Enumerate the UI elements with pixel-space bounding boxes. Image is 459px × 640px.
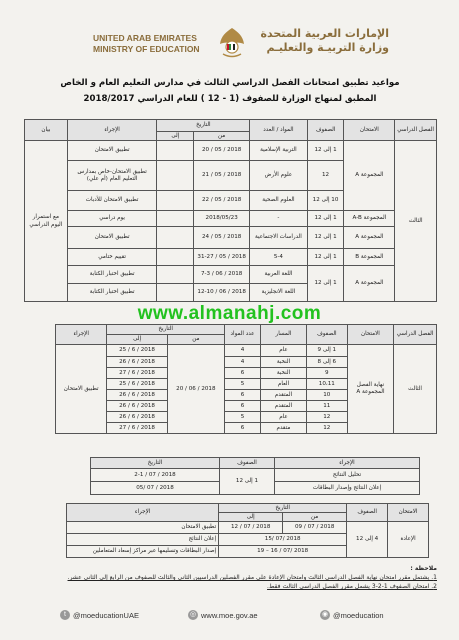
- twitter-icon: t: [60, 610, 70, 620]
- note-1: 1. يشتمل مقرر امتحان نهاية الفصل الدراسي الثالث وامتحان الإعادة على مقرر الفصلين الدراسيين الثاني والثالث للصفوف من الرابع إلى الثاني عشر.: [67, 574, 437, 581]
- th-term: الفصل الدراسي: [394, 325, 437, 345]
- globe-icon: ◎: [189, 611, 197, 618]
- cell-to-empty: [157, 141, 194, 161]
- cell-grades: 1 إلى 12: [307, 249, 344, 266]
- cell-track: النخبة: [261, 357, 307, 368]
- cell-count: 6: [225, 401, 261, 412]
- exam-schedule-table: [24, 119, 437, 302]
- footer-twitter[interactable]: [60, 610, 139, 620]
- th-date: التاريخ: [219, 504, 347, 513]
- cell-date: 2018/05/23: [194, 211, 250, 227]
- cell-subject: -: [250, 211, 307, 227]
- cell-grades: 12: [306, 423, 347, 434]
- cell-procedure: تطبيق اختبار الكتابة: [67, 266, 157, 284]
- footer-instagram[interactable]: [320, 610, 384, 620]
- cell-date: 2018 / 06 / 7-3: [194, 266, 250, 284]
- notes-section: [17, 564, 437, 591]
- th-from: من: [283, 513, 347, 522]
- th-procedure: الإجراء: [56, 325, 107, 345]
- cell-date: 2018 / 07 / 2-1: [91, 469, 220, 482]
- cell-date: 2018 / 07 /05: [91, 482, 220, 495]
- th-grades: الصفوف: [347, 504, 388, 522]
- instagram-icon: ◉: [321, 611, 329, 618]
- cell-track: المتقدم: [261, 390, 307, 401]
- cell-to: 2018 / 6 / 26: [107, 357, 167, 368]
- cell-term: الثالث: [395, 141, 437, 302]
- cell-subject: الدراسات الاجتماعية: [250, 227, 307, 249]
- title-line1: مواعيد تطبيق امتحانات الفصل الدراسي الثالث في مدارس التعليم العام و الخاص: [60, 78, 400, 88]
- th-track: المسار: [261, 325, 307, 345]
- notes-heading: ملاحظة :: [410, 565, 437, 572]
- cell-from: 2018 / 06 / 20: [167, 345, 224, 434]
- cell-procedure: تطبيق الامتحان-خاص بمدارس التعليم العام (أم علي): [67, 161, 157, 191]
- cell-to-empty: [157, 227, 194, 249]
- th-to: إلى: [219, 513, 283, 522]
- cell-to: 2018 / 6 / 26: [107, 412, 167, 423]
- footer-website[interactable]: [188, 610, 258, 620]
- cell-to: 2018 / 6 / 27: [107, 368, 167, 379]
- cell-grades: 4 إلى 12: [347, 522, 388, 558]
- th-exam: الامتحان: [344, 120, 395, 141]
- cell-exam: المجموعة A: [344, 266, 395, 302]
- cell-grades: 9: [306, 368, 347, 379]
- th-procedure: الإجراء: [275, 458, 420, 469]
- watermark-link[interactable]: www.almanahj.com: [137, 303, 322, 324]
- cell-to-empty: [157, 191, 194, 211]
- th-exam: الامتحان: [388, 504, 429, 522]
- cell-grades: 1 إلى 9: [306, 345, 347, 357]
- cell-procedure: إصدار البطاقات وتسليمها عبر مراكز إسعاد المتعاملين: [67, 546, 219, 558]
- cell-grades: 11: [306, 401, 347, 412]
- th-procedure: الإجراء: [67, 120, 157, 141]
- cell-procedure: تطبيق الامتحان: [67, 141, 157, 161]
- cell-date: 2018 / 06 / 12-10: [194, 284, 250, 302]
- th-procedure: الإجراء: [67, 504, 219, 522]
- cell-grades: 1 إلى 12: [307, 227, 344, 249]
- header-en-line2: MINISTRY OF EDUCATION: [93, 44, 200, 54]
- footer-left-handle: @moeducationUAE: [73, 610, 139, 620]
- cell-track: عام: [261, 412, 307, 423]
- cell-count: 5: [225, 412, 261, 423]
- cell-to-empty: [157, 249, 194, 266]
- th-grades: الصفوف: [306, 325, 347, 345]
- th-count: عدد المواد: [225, 325, 261, 345]
- th-grades: الصفوف: [220, 458, 275, 469]
- cell-procedure: تطبيق الامتحان: [56, 345, 107, 434]
- cell-track: العام: [261, 379, 307, 390]
- cell-grades: 10: [306, 390, 347, 401]
- cell-to: 2018 / 6 / 25: [107, 345, 167, 357]
- cell-grades: 10 إلى 12: [307, 191, 344, 211]
- cell-procedure: تطبيق الامتحان: [67, 227, 157, 249]
- th-to: إلى: [157, 132, 194, 141]
- cell-date: 2018 / 05 / 20: [194, 141, 250, 161]
- cell-to-empty: [157, 161, 194, 191]
- cell-to-empty: [157, 211, 194, 227]
- cell-subject: العلوم الصحية: [250, 191, 307, 211]
- cell-procedure: تحليل النتائج: [275, 469, 420, 482]
- cell-procedure: تقييم ختامي: [67, 249, 157, 266]
- cell-date: 2018 / 05 / 21: [194, 161, 250, 191]
- th-exam: الامتحان: [347, 325, 393, 345]
- cell-grades: 12: [306, 412, 347, 423]
- cell-to-empty: [157, 284, 194, 302]
- cell-from: 2018 / 07 / 09: [283, 522, 347, 534]
- cell-grades: 1 إلى 12: [307, 266, 344, 302]
- cell-subject: اللغة الانجليزية: [250, 284, 307, 302]
- cell-count: 6: [225, 423, 261, 434]
- cell-date: 2018 / 05 / 22: [194, 191, 250, 211]
- cell-count: 6: [225, 368, 261, 379]
- cell-count: 5: [225, 379, 261, 390]
- retake-table: [66, 503, 429, 558]
- uae-emblem-icon: [217, 26, 247, 60]
- th-date: التاريخ: [107, 325, 225, 335]
- th-subject: المواد / العدد: [250, 120, 307, 141]
- th-from: من: [194, 132, 250, 141]
- title-line2: المطبق لمنهاج الوزارة للصفوف (1 - 12 ) للعام الدراسي 2018/2017: [83, 94, 377, 104]
- cell-exam: المجموعة A: [344, 227, 395, 249]
- footer: [0, 604, 459, 634]
- th-to: إلى: [107, 335, 167, 345]
- cell-grades: 1 إلى 12: [220, 469, 275, 495]
- cell-track: المتقدم: [261, 401, 307, 412]
- cell-to: 2018 / 6 / 26: [107, 390, 167, 401]
- cell-exam: نهاية الفصل المجموعة A: [347, 345, 393, 434]
- cell-track: متقدم: [261, 423, 307, 434]
- cell-date: 2018 / 05 / 31-27: [194, 249, 250, 266]
- ministry-name-english: [93, 33, 200, 55]
- note-2: 2. امتحان الصفوف 1-2-3 يشمل مقرر الفصل الدراسي الثالث فقط.: [267, 583, 437, 590]
- cell-date: 2018 /07 / 16 – 19: [219, 546, 347, 558]
- cell-procedure: تطبيق الامتحان: [67, 522, 219, 534]
- header-en-line1: UNITED ARAB EMIRATES: [93, 33, 197, 43]
- cell-grades: 1 إلى 12: [307, 141, 344, 161]
- cell-to: 2018 / 6 / 26: [107, 401, 167, 412]
- cell-procedure: تطبيق اختبار الكتابة: [67, 284, 157, 302]
- ministry-name-arabic: [260, 27, 389, 55]
- cell-date: 2018 /07 /15: [219, 534, 347, 546]
- header-ar-line2: وزارة التربيـة والتعليـم: [266, 41, 389, 54]
- cell-procedure: يوم دراسي: [67, 211, 157, 227]
- th-from: من: [167, 335, 224, 345]
- cell-grades: 1 إلى 12: [307, 211, 344, 227]
- cell-subject: التربية الإسلامية: [250, 141, 307, 161]
- th-grades: الصفوف: [307, 120, 344, 141]
- cell-track: النخبة: [261, 368, 307, 379]
- cell-to: 2018 / 6 / 25: [107, 379, 167, 390]
- cell-term: الثالث: [394, 345, 437, 434]
- th-statement: بيان: [25, 120, 68, 141]
- cell-grades: 10،11: [306, 379, 347, 390]
- th-term: الفصل الدراسي: [395, 120, 437, 141]
- footer-right-handle: @moeducation: [333, 610, 384, 620]
- footer-url: www.moe.gov.ae: [201, 610, 258, 620]
- header-ar-line1: الإمارات العربية المتحدة: [260, 27, 389, 40]
- final-exam-table: [55, 324, 437, 434]
- cell-grades: 6 إلى 8: [306, 357, 347, 368]
- cell-to: 2018 / 6 / 27: [107, 423, 167, 434]
- cell-count: 4: [225, 357, 261, 368]
- th-date: التاريخ: [91, 458, 220, 469]
- cell-subject: اللغة العربية: [250, 266, 307, 284]
- cell-exam: المجموعة A-B: [344, 211, 395, 227]
- cell-exam: المجموعة B: [344, 249, 395, 266]
- cell-subject: علوم الأرض: [250, 161, 307, 191]
- cell-to: 2018 / 07 / 12: [219, 522, 283, 534]
- cell-count: 4: [225, 345, 261, 357]
- cell-procedure: تطبيق الامتحان للأدبات: [67, 191, 157, 211]
- cell-procedure: إعلان النتائج: [67, 534, 219, 546]
- results-table: [90, 457, 420, 495]
- cell-procedure: إعلان النتائج وإصدار البطاقات: [275, 482, 420, 495]
- cell-exam: الإعادة: [388, 522, 429, 558]
- cell-subject: 5-4: [250, 249, 307, 266]
- cell-to-empty: [157, 266, 194, 284]
- cell-date: 2018 / 05 / 24: [194, 227, 250, 249]
- cell-count: 6: [225, 390, 261, 401]
- cell-track: عام: [261, 345, 307, 357]
- th-date: التاريخ: [157, 120, 250, 132]
- cell-grades: 12: [307, 161, 344, 191]
- cell-statement: مع استمرار اليوم الدراسي: [25, 141, 68, 302]
- cell-exam: المجموعة A: [344, 141, 395, 211]
